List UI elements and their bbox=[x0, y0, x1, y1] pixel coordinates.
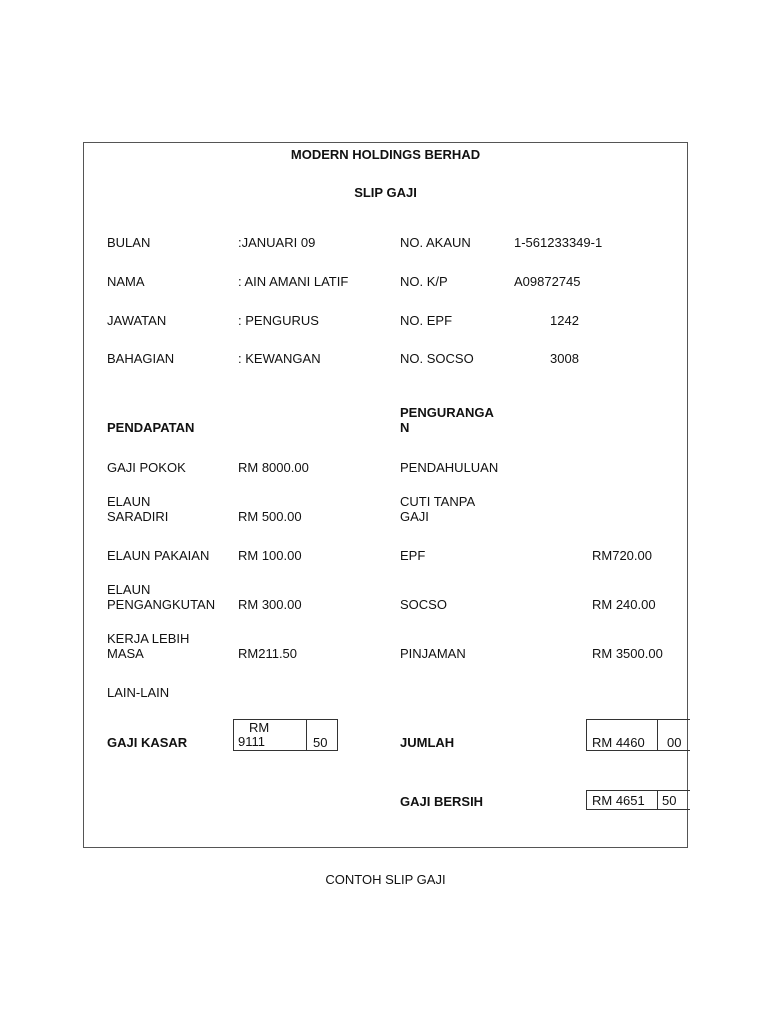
jumlah-label: JUMLAH bbox=[400, 735, 455, 750]
pendahuluan-label: PENDAHULUAN bbox=[400, 460, 499, 475]
socso-no-value: 3008 bbox=[550, 351, 579, 366]
epf-no-value: 1242 bbox=[550, 313, 579, 328]
gaji-pokok-value: RM 8000.00 bbox=[238, 460, 309, 475]
kerja-lebih-masa-label-line2: MASA bbox=[107, 646, 144, 661]
gaji-bersih-label: GAJI BERSIH bbox=[400, 794, 484, 809]
company-name: MODERN HOLDINGS BERHAD bbox=[290, 147, 481, 162]
kerja-lebih-masa-value: RM211.50 bbox=[238, 646, 298, 661]
elaun-pengangkutan-value: RM 300.00 bbox=[238, 597, 302, 612]
gaji-kasar-ringgit-line1: RM bbox=[249, 720, 270, 735]
gaji-kasar-sen: 50 bbox=[313, 735, 328, 750]
epf-no-label: NO. EPF bbox=[400, 313, 453, 328]
elaun-saradiri-value: RM 500.00 bbox=[238, 509, 302, 524]
kerja-lebih-masa-label-line1: KERJA LEBIH bbox=[107, 631, 190, 646]
kp-value: A09872745 bbox=[514, 274, 581, 289]
pendapatan-heading: PENDAPATAN bbox=[107, 420, 195, 435]
bahagian-value: : KEWANGAN bbox=[238, 351, 321, 366]
gaji-kasar-label: GAJI KASAR bbox=[107, 735, 188, 750]
kp-label: NO. K/P bbox=[400, 274, 448, 289]
elaun-pakaian-label: ELAUN PAKAIAN bbox=[107, 548, 210, 563]
caption: CONTOH SLIP GAJI bbox=[325, 872, 446, 887]
potongan-heading-line2: N bbox=[400, 420, 410, 435]
elaun-pengangkutan-label-line2: PENGANGKUTAN bbox=[107, 597, 216, 612]
gaji-pokok-label: GAJI POKOK bbox=[107, 460, 186, 475]
elaun-saradiri-label-line2: SARADIRI bbox=[107, 509, 169, 524]
gaji-bersih-sen: 50 bbox=[662, 793, 677, 808]
jawatan-value: : PENGURUS bbox=[238, 313, 319, 328]
gaji-bersih-ringgit: RM 4651 bbox=[592, 793, 645, 808]
cuti-tanpa-gaji-label-line1: CUTI TANPA bbox=[400, 494, 476, 509]
nama-value: : AIN AMANI LATIF bbox=[238, 274, 349, 289]
akaun-value: 1-561233349-1 bbox=[514, 235, 603, 250]
lain-lain-label: LAIN-LAIN bbox=[107, 685, 170, 700]
jumlah-ringgit: RM 4460 bbox=[592, 735, 645, 750]
nama-label: NAMA bbox=[107, 274, 145, 289]
gaji-kasar-ringgit-line2: 9111 bbox=[238, 734, 265, 749]
elaun-pengangkutan-label-line1: ELAUN bbox=[107, 582, 151, 597]
jumlah-sen: 00 bbox=[667, 735, 682, 750]
bulan-label: BULAN bbox=[107, 235, 151, 250]
epf-deduction-value: RM720.00 bbox=[592, 548, 652, 563]
elaun-pakaian-value: RM 100.00 bbox=[238, 548, 302, 563]
elaun-saradiri-label-line1: ELAUN bbox=[107, 494, 151, 509]
jawatan-label: JAWATAN bbox=[107, 313, 167, 328]
socso-deduction-value: RM 240.00 bbox=[592, 597, 656, 612]
bulan-value: :JANUARI 09 bbox=[238, 235, 316, 250]
epf-deduction-label: EPF bbox=[400, 548, 426, 563]
pinjaman-label: PINJAMAN bbox=[400, 646, 466, 661]
pinjaman-value: RM 3500.00 bbox=[592, 646, 663, 661]
bahagian-label: BAHAGIAN bbox=[107, 351, 175, 366]
socso-no-label: NO. SOCSO bbox=[400, 351, 474, 366]
cuti-tanpa-gaji-label-line2: GAJI bbox=[400, 509, 429, 524]
potongan-heading-line1: PENGURANGA bbox=[400, 405, 494, 420]
slip-title: SLIP GAJI bbox=[354, 185, 417, 200]
socso-deduction-label: SOCSO bbox=[400, 597, 447, 612]
akaun-label: NO. AKAUN bbox=[400, 235, 471, 250]
